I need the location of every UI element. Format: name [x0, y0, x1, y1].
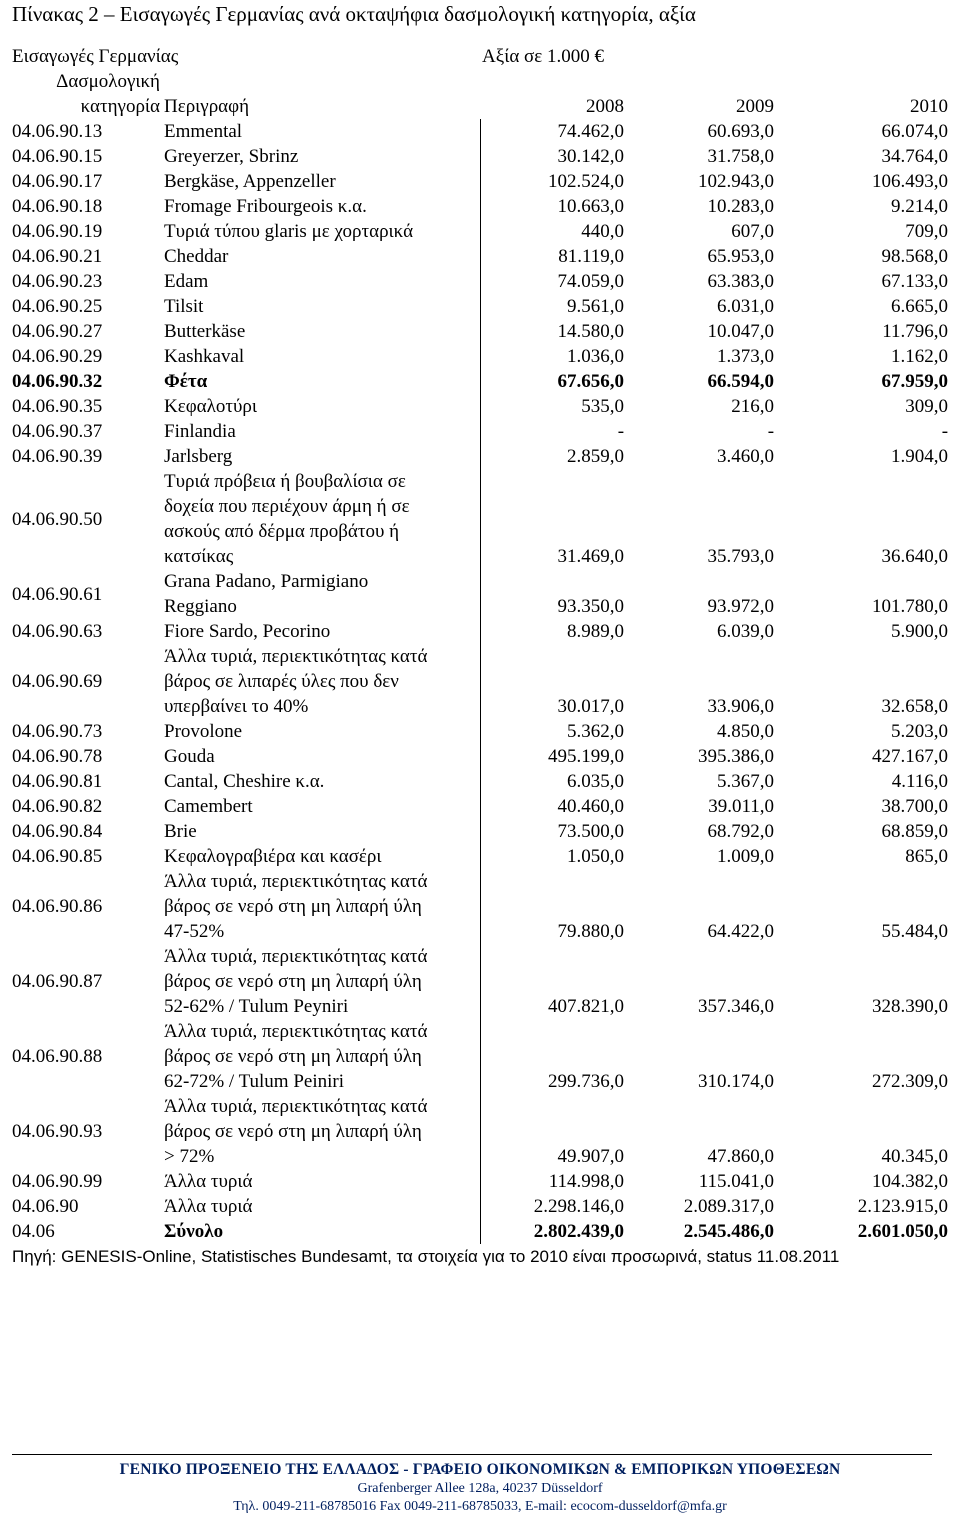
- description: [162, 244, 480, 269]
- value-2010: 427.167,0: [872, 746, 949, 767]
- tariff-code: 04.06.90.27: [12, 321, 103, 342]
- value-2009: 310.174,0: [698, 1071, 775, 1092]
- value-2009: 115.041,0: [698, 1171, 775, 1192]
- description-line: Άλλα τυριά, περιεκτικότητας κατά: [164, 946, 428, 967]
- description-line: βάρος σε νερό στη μη λιπαρή ύλη: [164, 896, 422, 917]
- table-row: [10, 819, 950, 844]
- description-line: Cantal, Cheshire κ.α.: [164, 771, 325, 792]
- value-2009: 66.594,0: [707, 371, 775, 392]
- description: [162, 469, 480, 569]
- value-2008: 14.580,0: [480, 319, 626, 344]
- value-2009: 64.422,0: [707, 921, 775, 942]
- value-2008: 8.989,0: [480, 619, 626, 644]
- description: [162, 644, 480, 719]
- description-line: βάρος σε λιπαρές ύλες που δεν: [164, 671, 399, 692]
- value-2008: 2.802.439,0: [480, 1219, 626, 1244]
- description: [162, 944, 480, 1019]
- value-2008: 1.050,0: [480, 844, 626, 869]
- value-2009: 31.758,0: [707, 146, 775, 167]
- value-2009: -: [767, 421, 775, 442]
- description-line: Άλλα τυριά: [164, 1196, 253, 1217]
- description: [162, 844, 480, 869]
- description: [162, 344, 480, 369]
- description: [162, 219, 480, 244]
- tariff-code: 04.06.90.32: [12, 371, 103, 392]
- description: [162, 869, 480, 944]
- description-line: Grana Padano, Parmigiano: [164, 571, 369, 592]
- description-line: Σύνολο: [164, 1221, 224, 1242]
- page-title: Πίνακας 2 – Εισαγωγές Γερμανίας ανά οκταψήφια δασμολογική κατηγορία, αξία: [12, 2, 696, 26]
- tariff-code: 04.06.90.15: [12, 146, 103, 167]
- value-2010: 1.162,0: [891, 346, 949, 367]
- value-2010: 101.780,0: [872, 596, 949, 617]
- description-line: Άλλα τυριά, περιεκτικότητας κατά: [164, 1096, 428, 1117]
- description: [162, 1219, 480, 1244]
- description-line: βάρος σε νερό στη μη λιπαρή ύλη: [164, 1046, 422, 1067]
- description-line: Άλλα τυριά, περιεκτικότητας κατά: [164, 1021, 428, 1042]
- tariff-code: 04.06.90.78: [12, 746, 103, 767]
- table-row: [10, 944, 950, 1019]
- description: [162, 319, 480, 344]
- value-2008: 102.524,0: [480, 169, 626, 194]
- tariff-code: 04.06.90.19: [12, 221, 103, 242]
- description-line: Provolone: [164, 721, 243, 742]
- value-2010: 11.796,0: [882, 321, 949, 342]
- description-line: ασκούς από δέρμα προβάτου ή: [164, 521, 400, 542]
- year-header: 2008: [586, 96, 625, 117]
- tariff-code: 04.06.90.13: [12, 121, 103, 142]
- value-2008: 407.821,0: [480, 944, 626, 1019]
- value-2010: 34.764,0: [881, 146, 949, 167]
- table-row: [10, 244, 950, 269]
- value-2010: 106.493,0: [872, 171, 949, 192]
- value-2009: 63.383,0: [707, 271, 775, 292]
- tariff-code: 04.06.90.17: [12, 171, 103, 192]
- value-2008: -: [480, 419, 626, 444]
- description-line: Brie: [164, 821, 197, 842]
- value-2008: 9.561,0: [480, 294, 626, 319]
- value-2009: 33.906,0: [707, 696, 775, 717]
- table-row: [10, 194, 950, 219]
- description-line: Bergkäse, Appenzeller: [164, 171, 336, 192]
- description-line: 52-62% / Tulum Peyniri: [164, 996, 349, 1017]
- value-2008: 49.907,0: [480, 1094, 626, 1169]
- table-row: [10, 1094, 950, 1169]
- value-2010: 104.382,0: [872, 1171, 949, 1192]
- tariff-code: 04.06.90.86: [12, 896, 103, 917]
- value-2008: 1.036,0: [480, 344, 626, 369]
- table-row: [10, 619, 950, 644]
- value-2010: 4.116,0: [891, 771, 949, 792]
- tariff-code: 04.06.90.84: [12, 821, 103, 842]
- description-line: > 72%: [164, 1146, 215, 1167]
- description-line: Fiore Sardo, Pecorino: [164, 621, 331, 642]
- description: [162, 394, 480, 419]
- value-2008: 535,0: [480, 394, 626, 419]
- description-line: 62-72% / Tulum Peiniri: [164, 1071, 344, 1092]
- footer-divider: [12, 1454, 932, 1455]
- description-line: Jarlsberg: [164, 446, 233, 467]
- description-line: Kashkaval: [164, 346, 245, 367]
- value-2010: 709,0: [905, 221, 949, 242]
- table-row: [10, 769, 950, 794]
- table-row: [10, 719, 950, 744]
- value-2010: 328.390,0: [872, 996, 949, 1017]
- value-2010: 66.074,0: [881, 121, 949, 142]
- value-2009: 2.089.317,0: [683, 1196, 775, 1217]
- value-2008: 67.656,0: [480, 369, 626, 394]
- value-2009: 10.047,0: [707, 321, 775, 342]
- table-row: [10, 344, 950, 369]
- table-row: [10, 219, 950, 244]
- tariff-code: 04.06.90.69: [12, 671, 103, 692]
- table-row: [10, 744, 950, 769]
- description: [162, 1194, 480, 1219]
- table-row: [10, 319, 950, 344]
- value-2008: 74.059,0: [480, 269, 626, 294]
- description: [162, 144, 480, 169]
- table-row: [10, 269, 950, 294]
- value-2008: 73.500,0: [480, 819, 626, 844]
- value-unit-label: Αξία σε 1.000 €: [482, 46, 604, 67]
- value-2009: 4.850,0: [717, 721, 775, 742]
- value-2008: 114.998,0: [480, 1169, 626, 1194]
- description-line: 47-52%: [164, 921, 225, 942]
- value-2008: 5.362,0: [480, 719, 626, 744]
- value-2010: 1.904,0: [891, 446, 949, 467]
- value-2010: 9.214,0: [891, 196, 949, 217]
- value-2009: 35.793,0: [707, 546, 775, 567]
- table-row: [10, 169, 950, 194]
- value-2010: 865,0: [905, 846, 949, 867]
- value-2008: 299.736,0: [480, 1019, 626, 1094]
- value-2010: 2.123.915,0: [857, 1196, 949, 1217]
- value-2010: 32.658,0: [881, 696, 949, 717]
- description: [162, 569, 480, 619]
- description: [162, 794, 480, 819]
- description-line: βάρος σε νερό στη μη λιπαρή ύλη: [164, 1121, 422, 1142]
- value-2009: 47.860,0: [707, 1146, 775, 1167]
- description: [162, 194, 480, 219]
- tariff-category-header-line1: Δασμολογική: [56, 71, 160, 92]
- table-row: [10, 119, 950, 144]
- value-2010: 67.959,0: [881, 371, 949, 392]
- value-2010: 98.568,0: [881, 246, 949, 267]
- description: [162, 719, 480, 744]
- value-2009: 3.460,0: [717, 446, 775, 467]
- description: [162, 294, 480, 319]
- value-2010: -: [941, 421, 949, 442]
- table-row: [10, 419, 950, 444]
- tariff-code: 04.06.90.73: [12, 721, 103, 742]
- value-2010: 55.484,0: [881, 921, 949, 942]
- table-row: [10, 444, 950, 469]
- value-2008: 79.880,0: [480, 869, 626, 944]
- value-2009: 357.346,0: [698, 996, 775, 1017]
- tariff-code: 04.06.90.21: [12, 246, 103, 267]
- tariff-code: 04.06.90.63: [12, 621, 103, 642]
- description-line: Camembert: [164, 796, 253, 817]
- tariff-code: 04.06: [12, 1221, 55, 1242]
- value-2010: 272.309,0: [872, 1071, 949, 1092]
- table-row: [10, 644, 950, 719]
- description-line: Τυριά τύπου glaris με χορταρικά: [164, 221, 414, 242]
- value-2010: 36.640,0: [881, 546, 949, 567]
- header-row-top: [10, 44, 950, 69]
- value-2009: 6.039,0: [717, 621, 775, 642]
- description-line: Άλλα τυριά, περιεκτικότητας κατά: [164, 646, 428, 667]
- table-row: [10, 1219, 950, 1244]
- header-row-columns: [10, 69, 950, 119]
- value-2009: 60.693,0: [707, 121, 775, 142]
- value-2008: 74.462,0: [480, 119, 626, 144]
- table-row: [10, 569, 950, 619]
- value-2010: 40.345,0: [881, 1146, 949, 1167]
- table-row: [10, 1194, 950, 1219]
- description-line: δοχεία που περιέχουν άρμη ή σε: [164, 496, 410, 517]
- value-2010: 309,0: [905, 396, 949, 417]
- value-2008: 6.035,0: [480, 769, 626, 794]
- description-line: Tilsit: [164, 296, 204, 317]
- value-2009: 1.009,0: [717, 846, 775, 867]
- description: [162, 169, 480, 194]
- table-row: [10, 869, 950, 944]
- tariff-code: 04.06.90.23: [12, 271, 103, 292]
- tariff-code: 04.06.90.61: [12, 583, 103, 605]
- footer-organization: ΓΕΝΙΚΟ ΠΡΟΞΕΝΕΙΟ ΤΗΣ ΕΛΛΑΔΟΣ - ΓΡΑΦΕΙΟ ΟΙΚΟΝΟΜΙΚΩΝ & ΕΜΠΟΡΙΚΩΝ ΥΠΟΘΕΣΕΩΝ: [119, 1461, 841, 1478]
- table-row: [10, 394, 950, 419]
- value-2009: 65.953,0: [707, 246, 775, 267]
- table-row: [10, 1019, 950, 1094]
- description: [162, 369, 480, 394]
- description: [162, 119, 480, 144]
- tariff-code: 04.06.90: [12, 1196, 79, 1217]
- value-2009: 68.792,0: [707, 821, 775, 842]
- description: [162, 819, 480, 844]
- tariff-code: 04.06.90.25: [12, 296, 103, 317]
- description-line: Greyerzer, Sbrinz: [164, 146, 299, 167]
- value-2008: 93.350,0: [480, 569, 626, 619]
- description: [162, 619, 480, 644]
- description-line: υπερβαίνει το 40%: [164, 696, 309, 717]
- tariff-code: 04.06.90.39: [12, 446, 103, 467]
- tariff-code: 04.06.90.87: [12, 971, 103, 992]
- description-line: Άλλα τυριά: [164, 1171, 253, 1192]
- value-2010: 67.133,0: [881, 271, 949, 292]
- description: [162, 1094, 480, 1169]
- value-2009: 607,0: [731, 221, 775, 242]
- value-2009: 10.283,0: [707, 196, 775, 217]
- description-line: Butterkäse: [164, 321, 246, 342]
- value-2009: 395.386,0: [698, 746, 775, 767]
- value-2010: 38.700,0: [881, 796, 949, 817]
- value-2008: 81.119,0: [480, 244, 626, 269]
- description-line: Κεφαλογραβιέρα και κασέρι: [164, 846, 382, 867]
- value-2009: 39.011,0: [708, 796, 775, 817]
- table-row: [10, 844, 950, 869]
- value-2008: 2.859,0: [480, 444, 626, 469]
- description-header: Περιγραφή: [164, 96, 250, 117]
- description-line: Finlandia: [164, 421, 236, 442]
- tariff-code: 04.06.90.50: [12, 508, 103, 530]
- description-line: Άλλα τυριά, περιεκτικότητας κατά: [164, 871, 428, 892]
- description-line: Gouda: [164, 746, 215, 767]
- value-2009: 5.367,0: [717, 771, 775, 792]
- value-2010: 2.601.050,0: [857, 1221, 949, 1242]
- tariff-code: 04.06.90.35: [12, 396, 103, 417]
- tariff-code: 04.06.90.99: [12, 1171, 103, 1192]
- imports-table: [10, 44, 950, 1244]
- value-2009: 1.373,0: [717, 346, 775, 367]
- tariff-code: 04.06.90.85: [12, 846, 103, 867]
- tariff-code: 04.06.90.88: [12, 1046, 103, 1067]
- year-header: 2010: [910, 96, 949, 117]
- source-note: Πηγή: GENESIS-Online, Statistisches Bundesamt, τα στοιχεία για το 2010 είναι προσωρινά, status 11.08.2011: [12, 1247, 840, 1266]
- description-line: βάρος σε νερό στη μη λιπαρή ύλη: [164, 971, 422, 992]
- tariff-code: 04.06.90.37: [12, 421, 103, 442]
- value-2008: 440,0: [480, 219, 626, 244]
- description-line: κατσίκας: [164, 546, 234, 567]
- value-2009: 6.031,0: [717, 296, 775, 317]
- footer-contact: Τηλ. 0049-211-68785016 Fax 0049-211-68785033, E-mail: ecocom-dusseldorf@mfa.gr: [233, 1499, 727, 1514]
- description: [162, 444, 480, 469]
- value-2008: 30.142,0: [480, 144, 626, 169]
- description-line: Emmental: [164, 121, 243, 142]
- table-row: [10, 1169, 950, 1194]
- table-row: [10, 369, 950, 394]
- description-line: Cheddar: [164, 246, 229, 267]
- table-body: [10, 119, 950, 1244]
- tariff-code: 04.06.90.81: [12, 771, 103, 792]
- value-2010: 6.665,0: [891, 296, 949, 317]
- value-2010: 5.900,0: [891, 621, 949, 642]
- year-header: 2009: [736, 96, 775, 117]
- table-row: [10, 794, 950, 819]
- table-row: [10, 294, 950, 319]
- value-2008: 30.017,0: [480, 644, 626, 719]
- description: [162, 769, 480, 794]
- value-2010: 5.203,0: [891, 721, 949, 742]
- value-2008: 10.663,0: [480, 194, 626, 219]
- description-line: Τυριά πρόβεια ή βουβαλίσια σε: [164, 471, 406, 492]
- description-line: Φέτα: [164, 371, 208, 392]
- value-2008: 495.199,0: [480, 744, 626, 769]
- tariff-code: 04.06.90.29: [12, 346, 103, 367]
- value-2008: 2.298.146,0: [480, 1194, 626, 1219]
- value-2009: 102.943,0: [698, 171, 775, 192]
- value-2009: 216,0: [731, 396, 775, 417]
- description: [162, 269, 480, 294]
- footer-address: Grafenberger Allee 128a, 40237 Düsseldorf: [357, 1481, 603, 1496]
- value-2008: 31.469,0: [480, 469, 626, 569]
- tariff-category-header: [10, 69, 162, 119]
- description-line: Κεφαλοτύρι: [164, 396, 257, 417]
- tariff-code: 04.06.90.82: [12, 796, 103, 817]
- value-2010: 68.859,0: [881, 821, 949, 842]
- tariff-code: 04.06.90.93: [12, 1121, 103, 1142]
- tariff-code: 04.06.90.18: [12, 196, 103, 217]
- description: [162, 744, 480, 769]
- value-2009: 2.545.486,0: [683, 1221, 775, 1242]
- table-row: [10, 469, 950, 569]
- description: [162, 1169, 480, 1194]
- description: [162, 1019, 480, 1094]
- tariff-category-header-line2: κατηγορία: [80, 96, 160, 117]
- imports-label: Εισαγωγές Γερμανίας: [12, 46, 179, 67]
- table-row: [10, 144, 950, 169]
- description: [162, 419, 480, 444]
- description-line: Reggiano: [164, 596, 237, 617]
- description-line: Fromage Fribourgeois κ.α.: [164, 196, 367, 217]
- description-line: Edam: [164, 271, 209, 292]
- value-2009: 93.972,0: [707, 596, 775, 617]
- value-2008: 40.460,0: [480, 794, 626, 819]
